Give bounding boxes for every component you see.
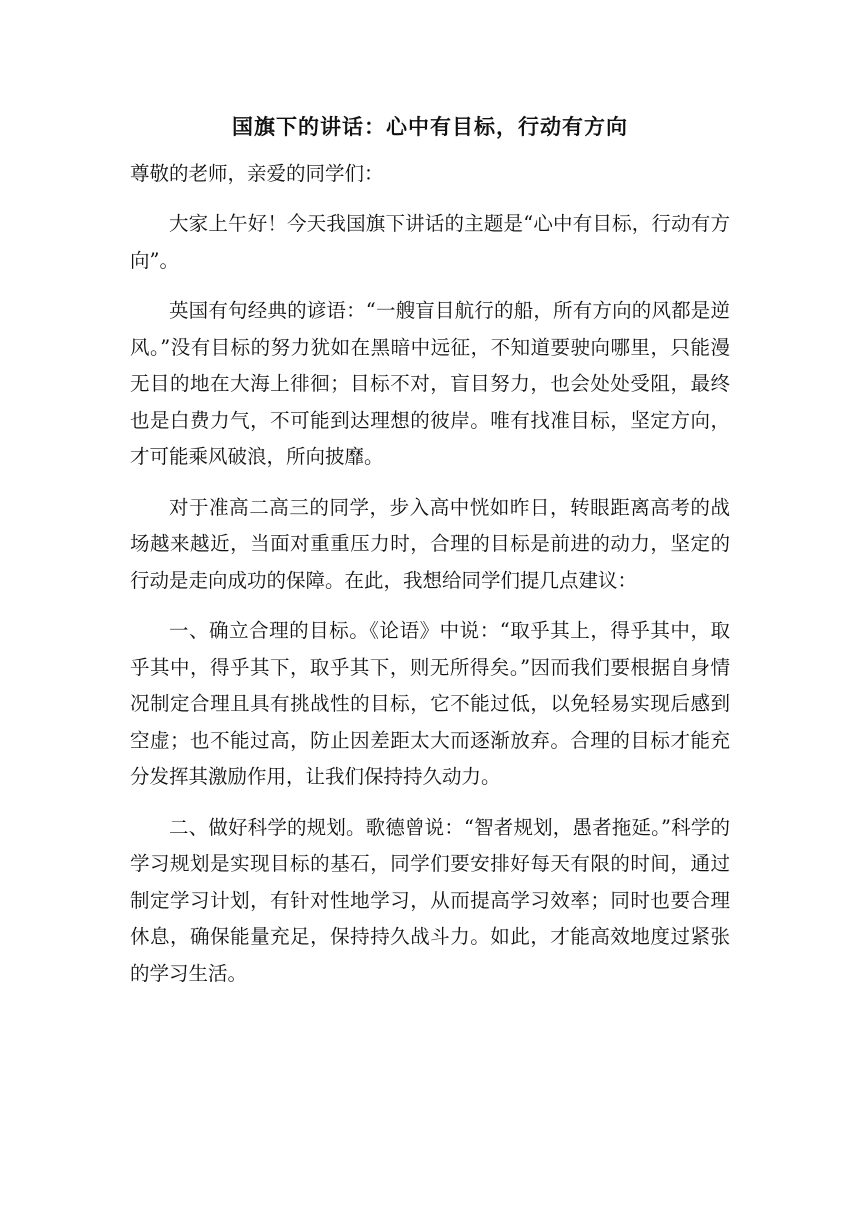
salutation: 尊敬的老师，亲爱的同学们： bbox=[130, 162, 384, 185]
paragraph-context: 对于准高二高三的同学，步入高中恍如昨日，转眼距离高考的战场越来越近，当面对重重压力时，合理的目标是前进的动力，坚定的行动是走向成功的保障。在此，我想给同学们提几点建议： bbox=[130, 495, 730, 592]
paragraph-point-two: 二、做好科学的规划。歌德曾说：“智者规划，愚者拖延。”科学的学习规划是实现目标的基石，同学们要安排好每天有限的时间，通过制定学习计划，有针对性地学习，从而提高学习效率；同时也要合理休息，确保能量充足，保持持久战斗力。如此，才能高效地度过紧张的学习生活。 bbox=[130, 815, 730, 985]
paragraph-proverb: 英国有句经典的谚语：“一艘盲目航行的船，所有方向的风都是逆风。”没有目标的努力犹如在黑暗中远征，不知道要驶向哪里，只能漫无目的地在大海上徘徊；目标不对，盲目努力，也会处处受阻，最终也是白费力气，不可能到达理想的彼岸。唯有找准目标，坚定方向，才可能乘风破浪，所向披靡。 bbox=[130, 299, 730, 468]
document-title: 国旗下的讲话：心中有目标，行动有方向 bbox=[232, 115, 628, 139]
paragraph-point-one: 一、确立合理的目标。《论语》中说：“取乎其上，得乎其中，取乎其中，得乎其下，取乎其下，则无所得矣。”因而我们要根据自身情况制定合理且具有挑战性的目标，它不能过低，以免轻易实现后感到空虚；也不能过高，防止因差距太大而逐渐放弃。合理的目标才能充分发挥其激励作用，让我们保持持久动力。 bbox=[130, 619, 730, 788]
document-body bbox=[130, 110, 730, 992]
paragraph-greeting: 大家上午好！今天我国旗下讲话的主题是“心中有目标，行动有方向”。 bbox=[130, 212, 730, 272]
